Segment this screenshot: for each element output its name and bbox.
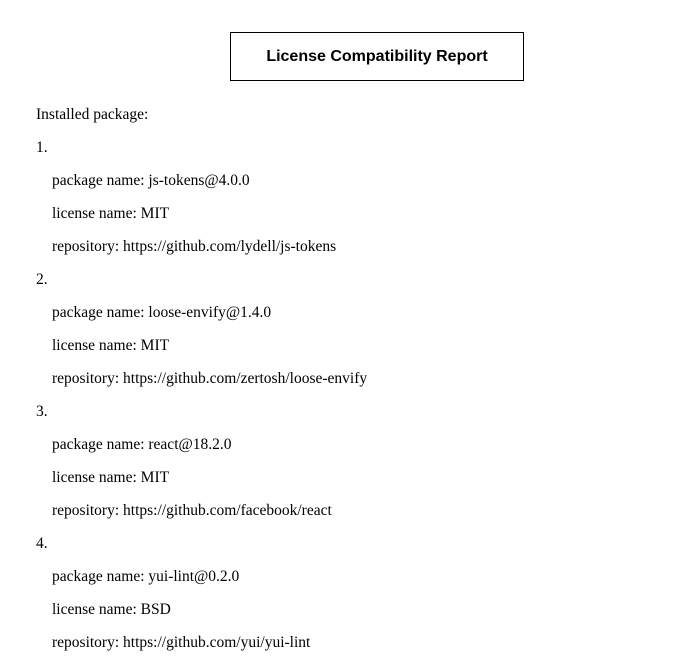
package-name-label: package name: bbox=[52, 436, 149, 453]
package-entry bbox=[36, 401, 367, 533]
package-name-line bbox=[36, 170, 367, 203]
package-name-value: react@18.2.0 bbox=[148, 436, 232, 453]
report-title-box bbox=[230, 32, 524, 81]
repository-value: https://github.com/facebook/react bbox=[123, 502, 332, 519]
package-entry bbox=[36, 269, 367, 401]
package-name-line bbox=[36, 434, 367, 467]
report-content bbox=[36, 104, 367, 665]
package-index: 4. bbox=[36, 535, 48, 552]
repository-line bbox=[36, 368, 367, 401]
repository-value: https://github.com/yui/yui-lint bbox=[123, 634, 311, 651]
package-entry bbox=[36, 137, 367, 269]
repository-line bbox=[36, 500, 367, 533]
package-entry bbox=[36, 533, 367, 665]
license-name-line bbox=[36, 203, 367, 236]
license-name-line bbox=[36, 599, 367, 632]
repository-label: repository: bbox=[52, 502, 124, 519]
repository-value: https://github.com/lydell/js-tokens bbox=[123, 238, 337, 255]
package-name-value: js-tokens@4.0.0 bbox=[148, 172, 250, 189]
package-name-label: package name: bbox=[52, 304, 149, 321]
repository-line bbox=[36, 236, 367, 269]
package-name-value: yui-lint@0.2.0 bbox=[148, 568, 240, 585]
license-name-line bbox=[36, 335, 367, 368]
report-title: License Compatibility Report bbox=[266, 47, 488, 65]
license-name-value: MIT bbox=[140, 205, 170, 222]
license-name-label: license name: bbox=[52, 469, 141, 486]
repository-label: repository: bbox=[52, 370, 124, 387]
license-name-value: BSD bbox=[140, 601, 171, 618]
package-name-line bbox=[36, 566, 367, 599]
package-index: 1. bbox=[36, 139, 48, 156]
license-name-value: MIT bbox=[140, 337, 170, 354]
repository-label: repository: bbox=[52, 238, 124, 255]
section-label: Installed package: bbox=[36, 106, 149, 123]
license-name-value: MIT bbox=[140, 469, 170, 486]
package-name-label: package name: bbox=[52, 568, 149, 585]
repository-value: https://github.com/zertosh/loose-envify bbox=[123, 370, 368, 387]
license-name-label: license name: bbox=[52, 337, 141, 354]
license-name-line bbox=[36, 467, 367, 500]
license-name-label: license name: bbox=[52, 205, 141, 222]
package-name-label: package name: bbox=[52, 172, 149, 189]
repository-label: repository: bbox=[52, 634, 124, 651]
package-index: 2. bbox=[36, 271, 48, 288]
package-name-value: loose-envify@1.4.0 bbox=[148, 304, 272, 321]
package-name-line bbox=[36, 302, 367, 335]
license-name-label: license name: bbox=[52, 601, 141, 618]
package-index: 3. bbox=[36, 403, 48, 420]
repository-line bbox=[36, 632, 367, 665]
